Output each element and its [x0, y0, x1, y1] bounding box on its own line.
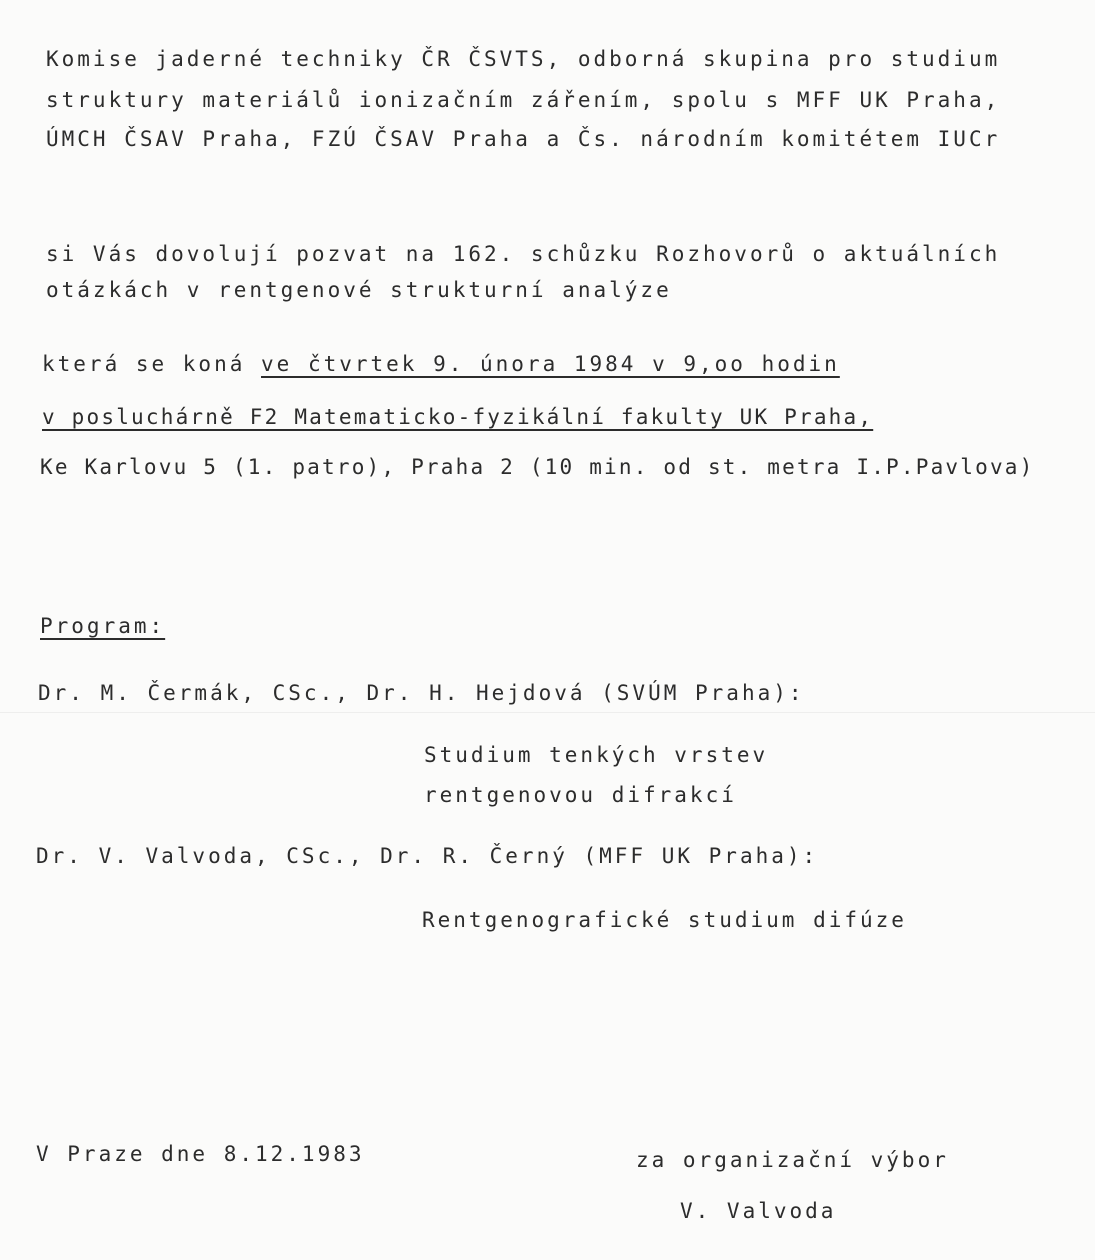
talk-1-title-line-2: rentgenovou difrakcí	[424, 783, 737, 807]
talk-2-title-line-1: Rentgenografické studium difúze	[422, 908, 907, 932]
venue-line-1	[42, 352, 840, 376]
talk-2-speakers: Dr. V. Valvoda, CSc., Dr. R. Černý (MFF UK Praha):	[36, 844, 819, 868]
venue-address: Ke Karlovu 5 (1. patro), Praha 2 (10 min. od st. metra I.P.Pavlova)	[40, 455, 1035, 479]
paper-fold-line	[0, 712, 1095, 713]
intro-line-3: ÚMCH ČSAV Praha, FZÚ ČSAV Praha a Čs. národním komitétem IUCr	[46, 127, 1001, 151]
invitation-line-1: si Vás dovolují pozvat na 162. schůzku Rozhovorů o aktuálních	[46, 242, 1001, 266]
program-heading: Program:	[40, 614, 166, 638]
venue-line-1-prefix: která se koná	[42, 352, 262, 376]
meeting-date-time: ve čtvrtek 9. února 1984 v 9,oo hodin	[261, 352, 840, 376]
signatory-name: V. Valvoda	[680, 1199, 837, 1223]
committee-label: za organizační výbor	[636, 1148, 949, 1172]
intro-line-2: struktury materiálů ionizačním zářením, spolu s MFF UK Praha,	[46, 88, 1001, 112]
talk-1-speakers: Dr. M. Čermák, CSc., Dr. H. Hejdová (SVÚM Praha):	[38, 681, 805, 705]
invitation-line-2: otázkách v rentgenové strukturní analýze	[46, 278, 672, 302]
venue-line-2: v posluchárně F2 Matematicko-fyzikální fakulty UK Praha,	[42, 405, 874, 429]
intro-line-1: Komise jaderné techniky ČR ČSVTS, odborná skupina pro studium	[46, 47, 1001, 71]
place-and-date: V Praze dne 8.12.1983	[36, 1142, 365, 1166]
talk-1-title-line-1: Studium tenkých vrstev	[424, 743, 769, 767]
